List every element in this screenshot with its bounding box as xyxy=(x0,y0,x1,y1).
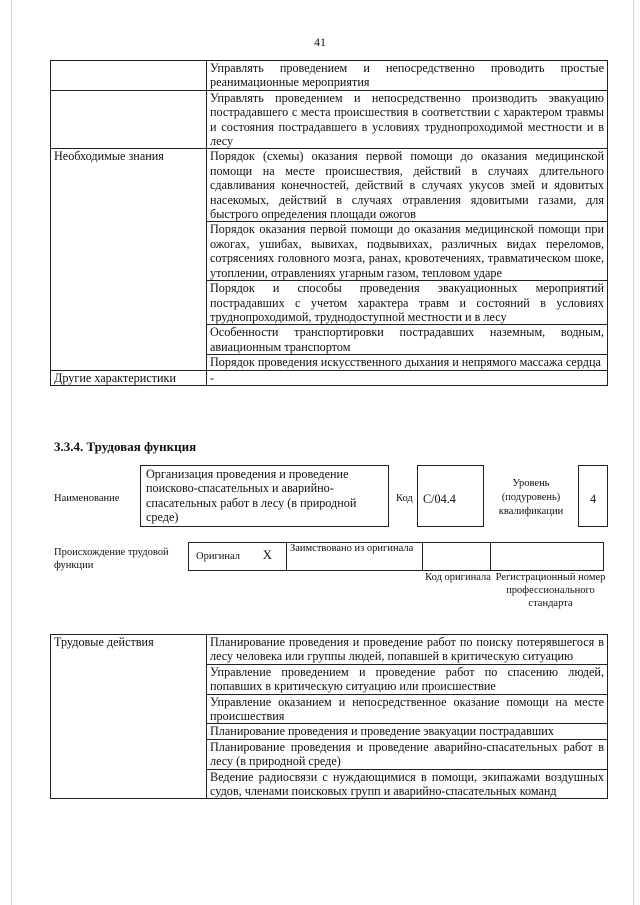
scan-edge-left xyxy=(11,0,12,905)
table-row xyxy=(51,149,608,222)
action-text: Управление оказанием и непосредственное оказание помощи на месте происшествия xyxy=(207,694,608,724)
action-text: Планирование проведения и проведение работ по поиску потерявшегося в лесу человека или группы людей, попавшей в критическую ситуацию xyxy=(207,635,608,665)
row-label-required-knowledge: Необходимые знания xyxy=(51,149,207,370)
row-text: Управлять проведением и непосредственно проводить простые реанимационные мероприятия xyxy=(207,61,608,91)
row-text: Порядок оказания первой помощи до оказания медицинской помощи при ожогах, ушибах, вывихах, подвывихах, различных видах переломов, сотрясениях головного мозга, ранах, кровотечениях, травматическом шоке, утоплении, отравлениях угарным газом, тепловом ударе xyxy=(207,222,608,281)
action-text: Планирование проведения и проведение эвакуации пострадавших xyxy=(207,724,608,739)
origin-table xyxy=(188,542,604,571)
origin-original-cell xyxy=(189,543,287,571)
skills-knowledge-table xyxy=(50,60,608,386)
registration-number-caption: Регистрационный номер профессионального стандарта xyxy=(495,572,606,609)
row-text: - xyxy=(207,370,608,385)
row-label-other: Другие характеристики xyxy=(51,370,207,385)
row-text: Порядок и способы проведения эвакуационных мероприятий пострадавших с учетом характера травм и состояний в условиях труднопроходимой, труднодоступной местности и в лесу xyxy=(207,281,608,325)
section-title: 3.3.4. Трудовая функция xyxy=(54,439,197,454)
table-row xyxy=(51,90,608,149)
labor-actions-label: Трудовые действия xyxy=(51,635,207,799)
table-row xyxy=(51,61,608,91)
registration-number-cell xyxy=(491,543,604,571)
row-text: Порядок (схемы) оказания первой помощи до оказания медицинской помощи на месте происшествия, действий в случаях длительного сдавливания конечностей, действий в случаях укусов змей и ядовитых насекомых, действий в случаях отравления ядовитыми газами, для быстрого определения площади ожогов xyxy=(207,149,608,222)
page-number: 41 xyxy=(314,35,326,49)
row-label xyxy=(51,90,207,149)
original-code-caption: Код оригинала xyxy=(425,572,491,583)
original-mark: X xyxy=(262,547,273,562)
action-text: Ведение радиосвязи с нуждающимися в помощи, экипажами воздушных судов, членами поисковых групп и аварийно-спасательных команд xyxy=(207,769,608,799)
row-text: Управлять проведением и непосредственно производить эвакуацию пострадавшего с места происшествия в соответствии с характером травмы и состояния пострадавшего в условиях труднопроходимой местности и в лесу xyxy=(207,90,608,149)
code-label: Код xyxy=(396,493,413,504)
table-row xyxy=(51,370,608,385)
qualification-level-label: Уровень (подуровень) квалификации xyxy=(498,478,564,517)
origin-label: Происхождение трудовой функции xyxy=(54,547,169,571)
row-text: Особенности транспортировки пострадавших наземным, водным, авиационным транспортом xyxy=(207,325,608,355)
function-code-value: С/04.4 xyxy=(417,465,484,527)
labor-actions-table xyxy=(50,634,608,799)
borrowed-label: Заимствовано из оригинала xyxy=(287,543,423,571)
row-label xyxy=(51,61,207,91)
original-label: Оригинал xyxy=(196,551,240,562)
function-name-value: Организация проведения и проведение поисково-спасательных и аварийно-спасательных работ в лесу (в природной среде) xyxy=(140,465,389,527)
action-text: Управление проведением и проведение работ по спасению людей, попавших в критическую ситуацию или происшествие xyxy=(207,664,608,694)
table-row xyxy=(51,635,608,665)
qualification-level-value: 4 xyxy=(578,465,608,527)
original-code-cell xyxy=(423,543,491,571)
row-text: Порядок проведения искусственного дыхания и непрямого массажа сердца xyxy=(207,355,608,370)
name-label: Наименование xyxy=(54,493,120,504)
action-text: Планирование проведения и проведение аварийно-спасательных работ в лесу (в природной среде) xyxy=(207,739,608,769)
scan-edge-right xyxy=(633,0,634,905)
